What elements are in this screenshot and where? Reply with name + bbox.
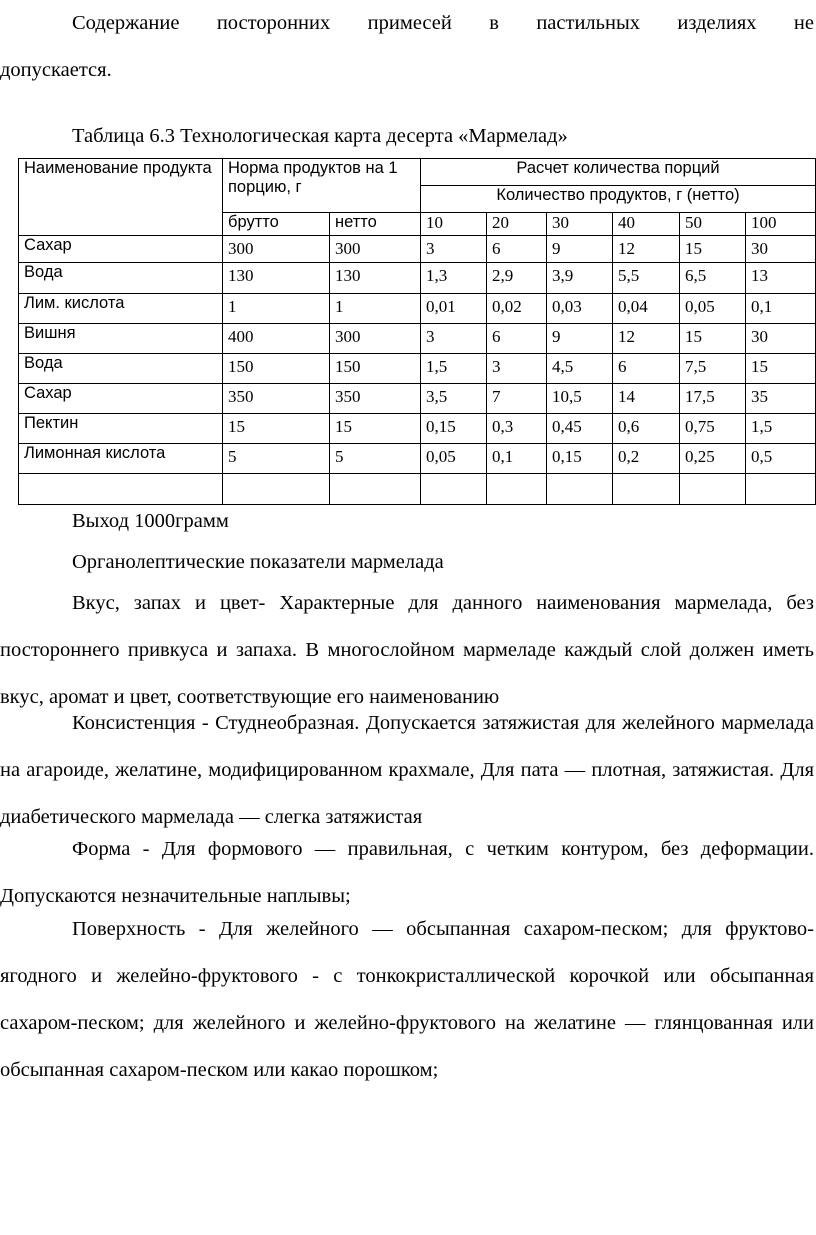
row-netto: 350 <box>330 384 421 414</box>
output-line: Выход 1000грамм <box>72 510 229 532</box>
header-row-1 <box>19 159 816 186</box>
header-product-name: Наименование продукта <box>19 159 223 236</box>
header-portion-100: 100 <box>746 213 816 236</box>
consistency-paragraph: Консистенция - Студнеобразная. Допускается затяжистая для желейного мармелада на агароиде, желатине, модифицированном крахмале, Для пата — плотная, затяжистая. Для диабетического мармелада — слегка затяжистая <box>0 712 814 828</box>
row-value: 1,5 <box>421 354 487 384</box>
row-brutto: 350 <box>223 384 330 414</box>
row-value: 17,5 <box>680 384 746 414</box>
row-value: 0,25 <box>680 444 746 474</box>
empty-cell <box>613 474 680 505</box>
row-netto: 1 <box>330 294 421 324</box>
row-value: 0,02 <box>487 294 547 324</box>
row-value: 0,15 <box>547 444 613 474</box>
row-brutto: 15 <box>223 414 330 444</box>
row-value: 13 <box>746 263 816 294</box>
empty-cell <box>223 474 330 505</box>
intro-paragraph <box>0 0 814 94</box>
row-value: 2,9 <box>487 263 547 294</box>
table-row <box>19 263 816 294</box>
row-value: 30 <box>746 324 816 354</box>
table-row <box>19 324 816 354</box>
row-netto: 130 <box>330 263 421 294</box>
row-value: 10,5 <box>547 384 613 414</box>
taste-paragraph: Вкус, запах и цвет- Характерные для данного наименования мармелада, без постороннего привкуса и запаха. В многослойном мармеладе каждый слой должен иметь вкус, аромат и цвет, соответствующие его наименованию <box>0 592 814 708</box>
row-product-name: Сахар <box>19 236 223 263</box>
empty-cell <box>746 474 816 505</box>
row-value: 14 <box>613 384 680 414</box>
row-brutto: 300 <box>223 236 330 263</box>
row-product-name: Лимонная кислота <box>19 444 223 474</box>
row-value: 7,5 <box>680 354 746 384</box>
row-value: 4,5 <box>547 354 613 384</box>
header-portion-30: 30 <box>547 213 613 236</box>
row-netto: 300 <box>330 236 421 263</box>
row-value: 0,5 <box>746 444 816 474</box>
row-value: 5,5 <box>613 263 680 294</box>
row-brutto: 1 <box>223 294 330 324</box>
row-netto: 15 <box>330 414 421 444</box>
empty-cell <box>330 474 421 505</box>
row-value: 6,5 <box>680 263 746 294</box>
row-value: 0,03 <box>547 294 613 324</box>
empty-cell <box>487 474 547 505</box>
tech-card-table <box>18 158 816 505</box>
row-value: 0,05 <box>680 294 746 324</box>
row-value: 3,9 <box>547 263 613 294</box>
row-value: 1,5 <box>746 414 816 444</box>
table-row <box>19 384 816 414</box>
header-norm: Норма продуктов на 1 порцию, г <box>223 159 421 213</box>
row-value: 0,15 <box>421 414 487 444</box>
row-netto: 300 <box>330 324 421 354</box>
row-netto: 5 <box>330 444 421 474</box>
row-value: 0,45 <box>547 414 613 444</box>
row-product-name: Вишня <box>19 324 223 354</box>
header-portion-10: 10 <box>421 213 487 236</box>
row-value: 0,1 <box>487 444 547 474</box>
row-value: 12 <box>613 324 680 354</box>
row-product-name: Вода <box>19 354 223 384</box>
row-value: 0,01 <box>421 294 487 324</box>
row-value: 0,75 <box>680 414 746 444</box>
header-calc: Расчет количества порций <box>421 159 816 186</box>
row-netto: 150 <box>330 354 421 384</box>
header-portion-20: 20 <box>487 213 547 236</box>
header-portion-40: 40 <box>613 213 680 236</box>
header-qty: Количество продуктов, г (нетто) <box>421 186 816 213</box>
row-brutto: 5 <box>223 444 330 474</box>
row-value: 35 <box>746 384 816 414</box>
table-row <box>19 294 816 324</box>
row-value: 3 <box>487 354 547 384</box>
row-value: 6 <box>613 354 680 384</box>
row-value: 3 <box>421 236 487 263</box>
row-value: 7 <box>487 384 547 414</box>
header-brutto: брутто <box>223 213 330 236</box>
table-row <box>19 236 816 263</box>
form-paragraph: Форма - Для формового — правильная, с четким контуром, без деформации. Допускаются незначительные наплывы; <box>0 838 814 907</box>
row-value: 6 <box>487 236 547 263</box>
row-product-name: Сахар <box>19 384 223 414</box>
table-caption: Таблица 6.3 Технологическая карта десерта «Мармелад» <box>72 125 568 147</box>
row-value: 0,1 <box>746 294 816 324</box>
row-product-name: Вода <box>19 263 223 294</box>
row-value: 9 <box>547 236 613 263</box>
table-row <box>19 444 816 474</box>
row-value: 15 <box>680 236 746 263</box>
empty-cell <box>680 474 746 505</box>
table-row <box>19 414 816 444</box>
row-value: 0,05 <box>421 444 487 474</box>
row-value: 12 <box>613 236 680 263</box>
row-value: 15 <box>746 354 816 384</box>
row-brutto: 400 <box>223 324 330 354</box>
row-brutto: 150 <box>223 354 330 384</box>
row-product-name: Пектин <box>19 414 223 444</box>
header-portion-50: 50 <box>680 213 746 236</box>
intro-line-2: допускается. <box>0 59 112 81</box>
row-value: 0,2 <box>613 444 680 474</box>
row-value: 0,04 <box>613 294 680 324</box>
header-netto: нетто <box>330 213 421 236</box>
empty-cell <box>421 474 487 505</box>
row-value: 15 <box>680 324 746 354</box>
row-value: 30 <box>746 236 816 263</box>
organoleptic-title: Органолептические показатели мармелада <box>72 551 444 573</box>
empty-cell <box>547 474 613 505</box>
row-value: 6 <box>487 324 547 354</box>
surface-paragraph: Поверхность - Для желейного — обсыпанная сахаром-песком; для фруктово-ягодного и желейно-фруктового - с тонкокристаллической корочкой или обсыпанная сахаром-песком; для желейного и желейно-фруктового на желатине — глянцованная или обсыпанная сахаром-песком или какао порошком; <box>0 918 814 1081</box>
row-value: 3 <box>421 324 487 354</box>
row-value: 0,3 <box>487 414 547 444</box>
table-row <box>19 354 816 384</box>
row-value: 1,3 <box>421 263 487 294</box>
intro-line-1: Содержание посторонних примесей в пастильных изделиях не <box>72 12 814 34</box>
row-value: 9 <box>547 324 613 354</box>
row-product-name: Лим. кислота <box>19 294 223 324</box>
row-brutto: 130 <box>223 263 330 294</box>
row-value: 0,6 <box>613 414 680 444</box>
row-value: 3,5 <box>421 384 487 414</box>
